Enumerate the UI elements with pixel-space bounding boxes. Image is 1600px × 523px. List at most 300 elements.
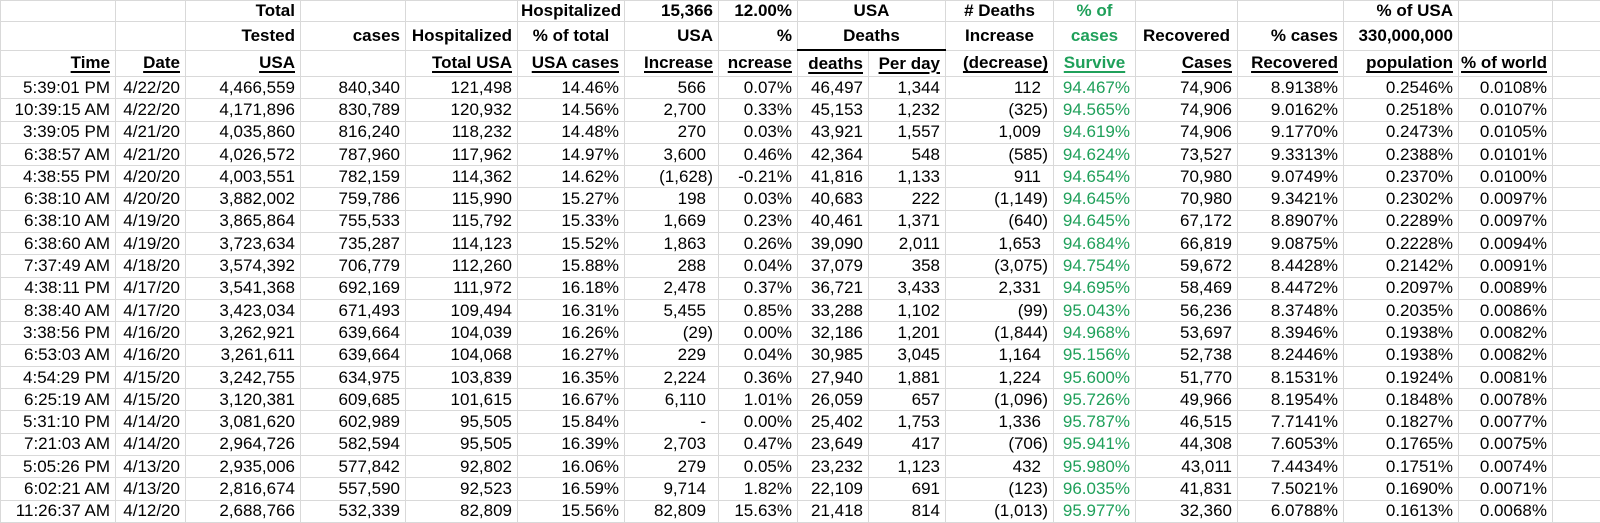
cell[interactable]: 4:38:11 PM: [1, 277, 116, 299]
cell[interactable]: 279: [625, 456, 719, 478]
cell[interactable]: 9.3421%: [1238, 188, 1344, 210]
cell[interactable]: (1,628): [625, 166, 719, 188]
cell[interactable]: 3:39:05 PM: [1, 121, 116, 143]
cell[interactable]: 66,819: [1136, 233, 1238, 255]
cell[interactable]: 95.156%: [1054, 344, 1136, 366]
cell[interactable]: 1,009: [946, 121, 1054, 143]
header-recovered[interactable]: Recovered: [1136, 22, 1238, 51]
cell[interactable]: 0.0100%: [1459, 166, 1553, 188]
cell[interactable]: 0.04%: [719, 255, 798, 277]
cell[interactable]: 1,557: [869, 121, 946, 143]
cell[interactable]: 6,110: [625, 389, 719, 411]
cell[interactable]: 814: [869, 500, 946, 522]
cell[interactable]: 67,172: [1136, 210, 1238, 232]
cell[interactable]: 0.2388%: [1344, 143, 1459, 165]
cell[interactable]: 2,224: [625, 366, 719, 388]
cell[interactable]: 5:39:01 PM: [1, 77, 116, 99]
cell[interactable]: 1,336: [946, 411, 1054, 433]
cell[interactable]: 417: [869, 433, 946, 455]
cell[interactable]: 8.2446%: [1238, 344, 1344, 366]
cell[interactable]: 94.968%: [1054, 322, 1136, 344]
cell[interactable]: 0.33%: [719, 99, 798, 121]
cell[interactable]: 4,466,559: [186, 77, 301, 99]
cell[interactable]: (585): [946, 143, 1054, 165]
cell[interactable]: 95,505: [406, 411, 518, 433]
cell[interactable]: 8.1531%: [1238, 366, 1344, 388]
cell[interactable]: 94.654%: [1054, 166, 1136, 188]
cell[interactable]: 911: [946, 166, 1054, 188]
cell[interactable]: 7:37:49 AM: [1, 255, 116, 277]
header-pct-cases[interactable]: % cases: [1238, 22, 1344, 51]
cell[interactable]: 0.2546%: [1344, 77, 1459, 99]
cell-empty[interactable]: [1136, 1, 1238, 22]
cell[interactable]: 32,360: [1136, 500, 1238, 522]
cell[interactable]: 8.4428%: [1238, 255, 1344, 277]
header-hospitalized-pct[interactable]: 12.00%: [719, 1, 798, 22]
cell[interactable]: 0.0082%: [1459, 322, 1553, 344]
cell-empty[interactable]: [1553, 255, 1600, 277]
header-usa[interactable]: USA: [798, 1, 946, 22]
cell-empty[interactable]: [1553, 456, 1600, 478]
cell[interactable]: 577,842: [301, 456, 406, 478]
header-time[interactable]: Time: [1, 50, 116, 77]
cell-empty[interactable]: [116, 1, 186, 22]
cell[interactable]: 671,493: [301, 299, 406, 321]
cell[interactable]: 609,685: [301, 389, 406, 411]
cell[interactable]: 14.62%: [518, 166, 625, 188]
header-pct-of-world[interactable]: % of world: [1459, 50, 1553, 77]
cell[interactable]: 21,418: [798, 500, 869, 522]
cell[interactable]: 42,364: [798, 143, 869, 165]
cell[interactable]: 8.3946%: [1238, 322, 1344, 344]
header-usa-population-total[interactable]: 330,000,000: [1344, 22, 1459, 51]
cell[interactable]: 27,940: [798, 366, 869, 388]
cell[interactable]: 1.82%: [719, 478, 798, 500]
header-survive[interactable]: Survive: [1054, 50, 1136, 77]
cell[interactable]: 15.52%: [518, 233, 625, 255]
cell[interactable]: 1,753: [869, 411, 946, 433]
cell[interactable]: 9.3313%: [1238, 143, 1344, 165]
cell[interactable]: 4:38:55 PM: [1, 166, 116, 188]
cell[interactable]: 95.600%: [1054, 366, 1136, 388]
cell[interactable]: 103,839: [406, 366, 518, 388]
cell[interactable]: 7.7141%: [1238, 411, 1344, 433]
cell[interactable]: 0.0097%: [1459, 188, 1553, 210]
cell[interactable]: 0.1827%: [1344, 411, 1459, 433]
cell[interactable]: 7.4434%: [1238, 456, 1344, 478]
cell[interactable]: 1,201: [869, 322, 946, 344]
cell[interactable]: 51,770: [1136, 366, 1238, 388]
cell[interactable]: 8.9138%: [1238, 77, 1344, 99]
header-num-deaths[interactable]: # Deaths: [946, 1, 1054, 22]
cell[interactable]: 16.06%: [518, 456, 625, 478]
cell-empty[interactable]: [1553, 50, 1600, 77]
cell[interactable]: 816,240: [301, 121, 406, 143]
cell[interactable]: 0.2035%: [1344, 299, 1459, 321]
cell[interactable]: 0.0081%: [1459, 366, 1553, 388]
cell[interactable]: 0.03%: [719, 188, 798, 210]
cell[interactable]: 3,242,755: [186, 366, 301, 388]
cell-empty[interactable]: [1, 1, 116, 22]
cell[interactable]: 0.2289%: [1344, 210, 1459, 232]
cell[interactable]: 0.0089%: [1459, 277, 1553, 299]
cell[interactable]: 9.1770%: [1238, 121, 1344, 143]
header-total[interactable]: Total: [186, 1, 301, 22]
cell[interactable]: 25,402: [798, 411, 869, 433]
header-recovered-cases[interactable]: Cases: [1136, 50, 1238, 77]
cell[interactable]: 4,035,860: [186, 121, 301, 143]
cell[interactable]: 4/16/20: [116, 322, 186, 344]
cell-empty[interactable]: [1553, 478, 1600, 500]
cell-empty[interactable]: [1553, 166, 1600, 188]
cell[interactable]: 0.23%: [719, 210, 798, 232]
cell[interactable]: 787,960: [301, 143, 406, 165]
cell[interactable]: 0.0108%: [1459, 77, 1553, 99]
cell[interactable]: 0.0068%: [1459, 500, 1553, 522]
cell-empty[interactable]: [1553, 322, 1600, 344]
cell[interactable]: 95.726%: [1054, 389, 1136, 411]
cell[interactable]: 198: [625, 188, 719, 210]
cell-empty[interactable]: [1553, 299, 1600, 321]
cell[interactable]: 6:53:03 AM: [1, 344, 116, 366]
cell[interactable]: 3,262,921: [186, 322, 301, 344]
cell-empty[interactable]: [1238, 1, 1344, 22]
cell[interactable]: 0.0105%: [1459, 121, 1553, 143]
cell[interactable]: 46,497: [798, 77, 869, 99]
cell[interactable]: 4,026,572: [186, 143, 301, 165]
cell-empty[interactable]: [1553, 210, 1600, 232]
cell[interactable]: 4/22/20: [116, 99, 186, 121]
cell[interactable]: 759,786: [301, 188, 406, 210]
cell[interactable]: 0.0075%: [1459, 433, 1553, 455]
header-pct-of-total[interactable]: % of total: [518, 22, 625, 51]
cell[interactable]: 39,090: [798, 233, 869, 255]
cell-empty[interactable]: [1553, 500, 1600, 522]
cell[interactable]: 117,962: [406, 143, 518, 165]
cell[interactable]: 94.624%: [1054, 143, 1136, 165]
cell[interactable]: 6:02:21 AM: [1, 478, 116, 500]
cell[interactable]: 0.1765%: [1344, 433, 1459, 455]
cell-empty[interactable]: [1553, 344, 1600, 366]
cell[interactable]: 118,232: [406, 121, 518, 143]
header-pct-of[interactable]: % of: [1054, 1, 1136, 22]
cell[interactable]: 104,068: [406, 344, 518, 366]
cell[interactable]: 41,816: [798, 166, 869, 188]
cell[interactable]: 755,533: [301, 210, 406, 232]
cell[interactable]: 0.2302%: [1344, 188, 1459, 210]
cell[interactable]: 358: [869, 255, 946, 277]
cell-empty[interactable]: [1553, 1, 1600, 22]
cell[interactable]: 56,236: [1136, 299, 1238, 321]
header-increase[interactable]: Increase: [946, 22, 1054, 51]
cell[interactable]: 0.2370%: [1344, 166, 1459, 188]
cell[interactable]: 3,433: [869, 277, 946, 299]
cell[interactable]: 735,287: [301, 233, 406, 255]
cell[interactable]: 3,723,634: [186, 233, 301, 255]
header-usa-cases[interactable]: USA cases: [518, 50, 625, 77]
cell[interactable]: 120,932: [406, 99, 518, 121]
cell-empty[interactable]: [1553, 389, 1600, 411]
cell[interactable]: 4/16/20: [116, 344, 186, 366]
cell[interactable]: 1,232: [869, 99, 946, 121]
cell[interactable]: 0.2518%: [1344, 99, 1459, 121]
cell-empty[interactable]: [1553, 143, 1600, 165]
cell[interactable]: 0.0078%: [1459, 389, 1553, 411]
cell[interactable]: 4/12/20: [116, 500, 186, 522]
cell[interactable]: 691: [869, 478, 946, 500]
cell[interactable]: 4/19/20: [116, 210, 186, 232]
cell[interactable]: 1,669: [625, 210, 719, 232]
cell[interactable]: 3,081,620: [186, 411, 301, 433]
cell[interactable]: 4/18/20: [116, 255, 186, 277]
cell-empty[interactable]: [1553, 121, 1600, 143]
cell[interactable]: 26,059: [798, 389, 869, 411]
cell[interactable]: 46,515: [1136, 411, 1238, 433]
cell[interactable]: (325): [946, 99, 1054, 121]
cell[interactable]: 74,906: [1136, 121, 1238, 143]
cell[interactable]: 3,423,034: [186, 299, 301, 321]
cell[interactable]: 706,779: [301, 255, 406, 277]
header-usa-2[interactable]: USA: [625, 22, 719, 51]
cell[interactable]: 222: [869, 188, 946, 210]
cell[interactable]: 4/14/20: [116, 433, 186, 455]
cell[interactable]: 0.1924%: [1344, 366, 1459, 388]
cell[interactable]: (640): [946, 210, 1054, 232]
cell[interactable]: 8:38:40 AM: [1, 299, 116, 321]
cell[interactable]: 1,653: [946, 233, 1054, 255]
cell[interactable]: 82,809: [625, 500, 719, 522]
cell[interactable]: 0.0107%: [1459, 99, 1553, 121]
cell[interactable]: 32,186: [798, 322, 869, 344]
cell-empty[interactable]: [1459, 1, 1553, 22]
cell[interactable]: 59,672: [1136, 255, 1238, 277]
header-per-day[interactable]: Per day: [869, 50, 946, 77]
cell[interactable]: 15.33%: [518, 210, 625, 232]
header-hospitalized-2[interactable]: Hospitalized: [406, 22, 518, 51]
cell[interactable]: 0.1690%: [1344, 478, 1459, 500]
cell[interactable]: 73,527: [1136, 143, 1238, 165]
cell[interactable]: 33,288: [798, 299, 869, 321]
cell[interactable]: 0.0086%: [1459, 299, 1553, 321]
cell[interactable]: 288: [625, 255, 719, 277]
cell[interactable]: 36,721: [798, 277, 869, 299]
cell[interactable]: 58,469: [1136, 277, 1238, 299]
cell[interactable]: 1,863: [625, 233, 719, 255]
cell[interactable]: 16.35%: [518, 366, 625, 388]
header-pct[interactable]: %: [719, 22, 798, 51]
cell[interactable]: 94.645%: [1054, 210, 1136, 232]
cell[interactable]: 49,966: [1136, 389, 1238, 411]
cell[interactable]: 15.63%: [719, 500, 798, 522]
cell[interactable]: -0.21%: [719, 166, 798, 188]
cell[interactable]: 104,039: [406, 322, 518, 344]
cell[interactable]: (123): [946, 478, 1054, 500]
cell[interactable]: 121,498: [406, 77, 518, 99]
cell[interactable]: 6:38:57 AM: [1, 143, 116, 165]
header-tested[interactable]: Tested: [186, 22, 301, 51]
cell[interactable]: 0.2228%: [1344, 233, 1459, 255]
cell[interactable]: 112: [946, 77, 1054, 99]
cell[interactable]: 43,011: [1136, 456, 1238, 478]
cell[interactable]: 9,714: [625, 478, 719, 500]
cell[interactable]: 94.467%: [1054, 77, 1136, 99]
cell[interactable]: 16.27%: [518, 344, 625, 366]
cell[interactable]: 0.0071%: [1459, 478, 1553, 500]
cell[interactable]: 15.27%: [518, 188, 625, 210]
header-deaths[interactable]: Deaths: [798, 22, 946, 51]
cell[interactable]: 1,102: [869, 299, 946, 321]
header-date[interactable]: Date: [116, 50, 186, 77]
cell[interactable]: 548: [869, 143, 946, 165]
cell[interactable]: 14.48%: [518, 121, 625, 143]
cell[interactable]: 566: [625, 77, 719, 99]
header-total-usa[interactable]: Total USA: [406, 50, 518, 77]
cell[interactable]: 4/20/20: [116, 166, 186, 188]
cell[interactable]: 4,003,551: [186, 166, 301, 188]
cell[interactable]: 2,935,006: [186, 456, 301, 478]
cell[interactable]: 532,339: [301, 500, 406, 522]
cell[interactable]: 70,980: [1136, 166, 1238, 188]
cell[interactable]: 3,882,002: [186, 188, 301, 210]
cell[interactable]: 0.1938%: [1344, 344, 1459, 366]
cell[interactable]: 6:38:10 AM: [1, 210, 116, 232]
cell[interactable]: 657: [869, 389, 946, 411]
cell[interactable]: 0.1938%: [1344, 322, 1459, 344]
cell[interactable]: 95.980%: [1054, 456, 1136, 478]
cell[interactable]: 0.1848%: [1344, 389, 1459, 411]
cell[interactable]: 0.0097%: [1459, 210, 1553, 232]
cell[interactable]: 4/19/20: [116, 233, 186, 255]
cell[interactable]: 840,340: [301, 77, 406, 99]
cell[interactable]: 52,738: [1136, 344, 1238, 366]
cell[interactable]: 74,906: [1136, 77, 1238, 99]
cell[interactable]: 95.977%: [1054, 500, 1136, 522]
cell[interactable]: 92,802: [406, 456, 518, 478]
cell[interactable]: 23,232: [798, 456, 869, 478]
cell[interactable]: 1,224: [946, 366, 1054, 388]
cell[interactable]: 2,011: [869, 233, 946, 255]
cell[interactable]: 557,590: [301, 478, 406, 500]
cell[interactable]: 3,261,611: [186, 344, 301, 366]
cell[interactable]: 101,615: [406, 389, 518, 411]
cell[interactable]: 16.26%: [518, 322, 625, 344]
cell[interactable]: 15.56%: [518, 500, 625, 522]
cell[interactable]: 16.18%: [518, 277, 625, 299]
cell-empty[interactable]: [1553, 411, 1600, 433]
cell[interactable]: 95.941%: [1054, 433, 1136, 455]
cell[interactable]: 4/20/20: [116, 188, 186, 210]
cell[interactable]: 2,703: [625, 433, 719, 455]
cell[interactable]: 1,371: [869, 210, 946, 232]
cell[interactable]: 2,700: [625, 99, 719, 121]
header-cases-green[interactable]: cases: [1054, 22, 1136, 51]
cell[interactable]: 5:05:26 PM: [1, 456, 116, 478]
cell[interactable]: 30,985: [798, 344, 869, 366]
cell[interactable]: 0.04%: [719, 344, 798, 366]
header-cases[interactable]: cases: [301, 22, 406, 51]
cell[interactable]: 16.39%: [518, 433, 625, 455]
cell-empty[interactable]: [1459, 22, 1553, 51]
cell[interactable]: 94.684%: [1054, 233, 1136, 255]
cell[interactable]: 95.043%: [1054, 299, 1136, 321]
cell[interactable]: 96.035%: [1054, 478, 1136, 500]
cell[interactable]: 9.0875%: [1238, 233, 1344, 255]
cell[interactable]: 3,865,864: [186, 210, 301, 232]
cell[interactable]: -: [625, 411, 719, 433]
cell[interactable]: 4/13/20: [116, 478, 186, 500]
cell[interactable]: 115,792: [406, 210, 518, 232]
cell[interactable]: 111,972: [406, 277, 518, 299]
cell-empty[interactable]: [1553, 22, 1600, 51]
cell[interactable]: 23,649: [798, 433, 869, 455]
cell[interactable]: 4/13/20: [116, 456, 186, 478]
cell[interactable]: 0.0094%: [1459, 233, 1553, 255]
header-usa-increase[interactable]: Increase: [625, 50, 719, 77]
cell[interactable]: (1,149): [946, 188, 1054, 210]
cell[interactable]: 1,133: [869, 166, 946, 188]
cell[interactable]: 0.07%: [719, 77, 798, 99]
cell[interactable]: 10:39:15 AM: [1, 99, 116, 121]
cell[interactable]: 229: [625, 344, 719, 366]
cell[interactable]: 8.1954%: [1238, 389, 1344, 411]
header-tested-usa[interactable]: USA: [186, 50, 301, 77]
cell[interactable]: 16.59%: [518, 478, 625, 500]
cell[interactable]: 3,541,368: [186, 277, 301, 299]
cell[interactable]: 0.1613%: [1344, 500, 1459, 522]
cell[interactable]: 11:26:37 AM: [1, 500, 116, 522]
cell[interactable]: 9.0162%: [1238, 99, 1344, 121]
cell[interactable]: 9.0749%: [1238, 166, 1344, 188]
cell[interactable]: 0.2142%: [1344, 255, 1459, 277]
header-decrease[interactable]: (decrease): [946, 50, 1054, 77]
cell[interactable]: 40,461: [798, 210, 869, 232]
cell[interactable]: 8.4472%: [1238, 277, 1344, 299]
cell[interactable]: (99): [946, 299, 1054, 321]
header-deaths-col[interactable]: deaths: [798, 50, 869, 77]
cell[interactable]: 95.787%: [1054, 411, 1136, 433]
cell[interactable]: 830,789: [301, 99, 406, 121]
cell[interactable]: 16.31%: [518, 299, 625, 321]
cell[interactable]: 5,455: [625, 299, 719, 321]
cell[interactable]: 16.67%: [518, 389, 625, 411]
cell[interactable]: 14.97%: [518, 143, 625, 165]
cell[interactable]: 0.00%: [719, 411, 798, 433]
cell[interactable]: 94.754%: [1054, 255, 1136, 277]
cell-empty[interactable]: [1553, 188, 1600, 210]
cell[interactable]: 4/21/20: [116, 121, 186, 143]
cell[interactable]: 639,664: [301, 344, 406, 366]
cell[interactable]: 0.0074%: [1459, 456, 1553, 478]
cell-empty[interactable]: [1553, 233, 1600, 255]
cell[interactable]: 45,153: [798, 99, 869, 121]
cell[interactable]: 6:25:19 AM: [1, 389, 116, 411]
cell[interactable]: 634,975: [301, 366, 406, 388]
cell[interactable]: 2,331: [946, 277, 1054, 299]
cell[interactable]: 4/15/20: [116, 366, 186, 388]
cell[interactable]: 0.0077%: [1459, 411, 1553, 433]
cell[interactable]: 7:21:03 AM: [1, 433, 116, 455]
cell[interactable]: 14.46%: [518, 77, 625, 99]
cell[interactable]: 0.1751%: [1344, 456, 1459, 478]
header-pct-of-usa[interactable]: % of USA: [1344, 1, 1459, 22]
cell[interactable]: (1,096): [946, 389, 1054, 411]
cell-empty[interactable]: [1553, 77, 1600, 99]
cell[interactable]: 0.47%: [719, 433, 798, 455]
cell[interactable]: 0.2097%: [1344, 277, 1459, 299]
header-pct-recovered[interactable]: Recovered: [1238, 50, 1344, 77]
cell[interactable]: 95,505: [406, 433, 518, 455]
cell-empty[interactable]: [1553, 433, 1600, 455]
